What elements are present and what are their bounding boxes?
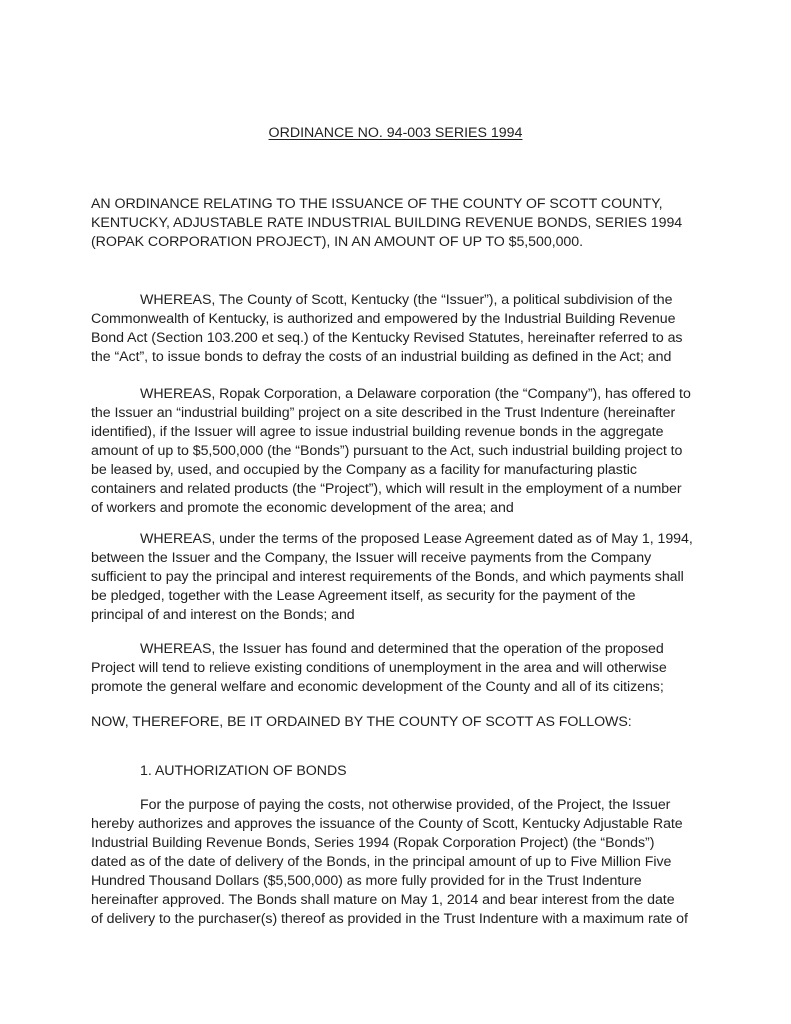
paragraph-line: sufficient to pay the principal and interest requirements of the Bonds, and which payments shall [91, 569, 684, 585]
paragraph-line: between the Issuer and the Company, the Issuer will receive payments from the Company [91, 550, 652, 566]
paragraph-line: Hundred Thousand Dollars ($5,500,000) as more fully provided for in the Trust Indenture [91, 873, 642, 889]
paragraph-line: containers and related products (the “Project”), which will result in the employment of a number [91, 481, 682, 497]
preamble-line: KENTUCKY, ADJUSTABLE RATE INDUSTRIAL BUILDING REVENUE BONDS, SERIES 1994 [91, 215, 683, 231]
paragraph-line: Bond Act (Section 103.200 et seq.) of the Kentucky Revised Statutes, hereinafter referred to as [91, 330, 683, 346]
ordained-clause: NOW, THEREFORE, BE IT ORDAINED BY THE COUNTY OF SCOTT AS FOLLOWS: [91, 714, 632, 730]
paragraph-line: WHEREAS, The County of Scott, Kentucky (the “Issuer”), a political subdivision of the [140, 292, 673, 308]
section-heading: 1. AUTHORIZATION OF BONDS [140, 763, 347, 779]
preamble-line: (ROPAK CORPORATION PROJECT), IN AN AMOUNT OF UP TO $5,500,000. [91, 234, 584, 250]
paragraph-line: Project will tend to relieve existing conditions of unemployment in the area and will otherwise [91, 660, 667, 676]
paragraph-line: principal of and interest on the Bonds; and [91, 607, 355, 623]
paragraph-line: WHEREAS, the Issuer has found and determined that the operation of the proposed [140, 641, 664, 657]
paragraph-line: be leased by, used, and occupied by the Company as a facility for manufacturing plastic [91, 462, 637, 478]
paragraph-line: WHEREAS, under the terms of the proposed Lease Agreement dated as of May 1, 1994, [140, 531, 693, 547]
paragraph-line: the “Act”, to issue bonds to defray the costs of an industrial building as defined in the Act; and [91, 349, 672, 365]
document-title: ORDINANCE NO. 94-003 SERIES 1994 [268, 125, 523, 141]
paragraph-line: identified), if the Issuer will agree to issue industrial building revenue bonds in the aggregate [91, 424, 664, 440]
paragraph-line: WHEREAS, Ropak Corporation, a Delaware corporation (the “Company”), has offered to [140, 386, 691, 402]
preamble-line: AN ORDINANCE RELATING TO THE ISSUANCE OF THE COUNTY OF SCOTT COUNTY, [91, 196, 663, 212]
paragraph-line: dated as of the date of delivery of the Bonds, in the principal amount of up to Five Million Five [91, 854, 672, 870]
paragraph-line: hereby authorizes and approves the issuance of the County of Scott, Kentucky Adjustable Rate [91, 816, 683, 832]
paragraph-line: the Issuer an “industrial building” project on a site described in the Trust Indenture (hereinafter [91, 405, 676, 421]
paragraph-line: of delivery to the purchaser(s) thereof as provided in the Trust Indenture with a maximum rate of [91, 911, 688, 927]
paragraph-line: of workers and promote the economic development of the area; and [91, 500, 514, 516]
paragraph-line: Industrial Building Revenue Bonds, Series 1994 (Ropak Corporation Project) (the “Bonds”) [91, 835, 655, 851]
paragraph-line: be pledged, together with the Lease Agreement itself, as security for the payment of the [91, 588, 636, 604]
paragraph-line: hereinafter approved. The Bonds shall mature on May 1, 2014 and bear interest from the date [91, 892, 675, 908]
paragraph-line: promote the general welfare and economic development of the County and all of its citizens; [91, 679, 664, 695]
paragraph-line: amount of up to $5,500,000 (the “Bonds”) pursuant to the Act, such industrial building project to [91, 443, 683, 459]
paragraph-line: For the purpose of paying the costs, not otherwise provided, of the Project, the Issuer [140, 797, 671, 813]
paragraph-line: Commonwealth of Kentucky, is authorized and empowered by the Industrial Building Revenue [91, 311, 676, 327]
